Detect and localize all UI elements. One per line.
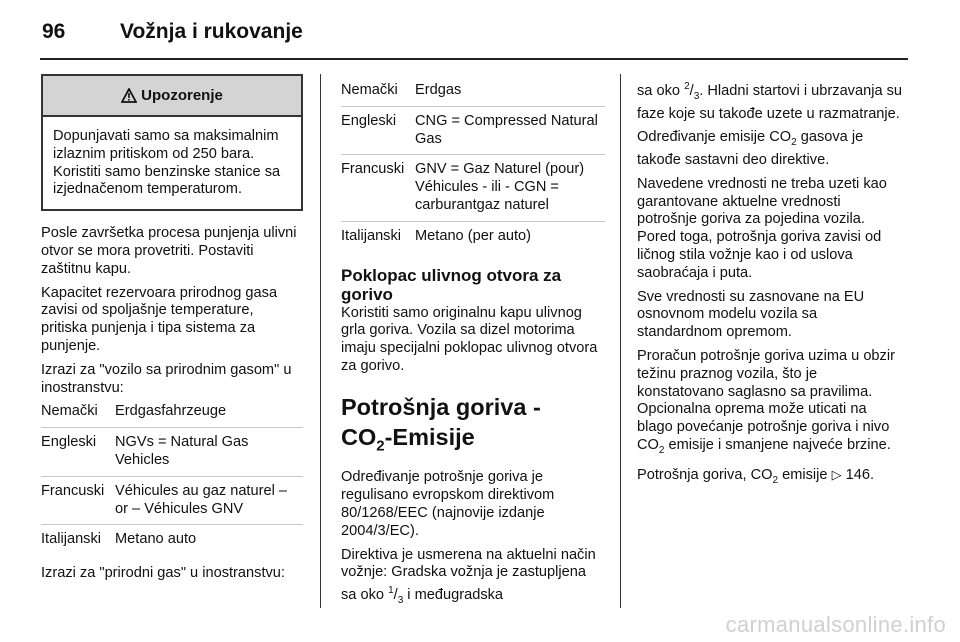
warning-box	[41, 74, 303, 211]
heading-emisije: -Emisije	[384, 423, 475, 450]
column-right	[637, 78, 903, 495]
text: sa oko	[637, 82, 685, 99]
text: Proračun potrošnje goriva uzima u obzir težinu praznog vozila, što je konstatovano saglasno sa pravilima. Opcionalna oprema može uticati na blago povećanje potrošnje goriva i nivo CO	[637, 348, 895, 454]
column-left	[41, 74, 303, 589]
gas-terms-table	[341, 82, 605, 252]
vehicle-terms-table	[41, 403, 303, 555]
text: . Hladni startovi i ubrzavanja su faze koje su takođe uzete u razmatranje.	[637, 82, 903, 122]
paragraph: Navedene vrednosti ne treba uzeti kao garantovane aktuelne vrednosti potrošnje goriva za pojedina vozila. Pored toga, potrošnja goriva zavisi od ličnog stila vožnje kao i od uslova saobraćaja i puta.	[637, 175, 887, 281]
term-cell: Metano auto	[115, 531, 197, 548]
term-cell: Véhicules au gaz naturel – or – Véhicules GNV	[115, 476, 303, 525]
text: emisije i smanjene najveće brzine.	[664, 437, 891, 454]
heading-co: CO	[341, 423, 377, 450]
language-cell: Engleski	[41, 428, 115, 477]
paragraph: Posle završetka procesa punjenja ulivni otvor se mora provetriti. Postaviti zaštitnu kapu.	[41, 225, 297, 277]
language-cell: Italijanski	[341, 227, 402, 244]
warning-triangle-icon	[121, 88, 137, 103]
language-cell: Francuski	[341, 155, 415, 221]
header-rule	[40, 58, 908, 60]
page-reference-link[interactable]: 146.	[845, 466, 875, 483]
page-number: 96	[42, 20, 66, 43]
subscript: 2	[376, 437, 385, 455]
paragraph: Izrazi za "prirodni gas" u inostranstvu:	[41, 565, 285, 582]
fraction-den: 3	[397, 595, 404, 606]
text: Direktiva je usmerena na aktuelni način vožnje: Gradska vožnja je zastupljena sa oko	[341, 546, 596, 604]
text: i međugradska	[403, 587, 504, 604]
language-cell: Engleski	[341, 106, 415, 155]
term-cell: CNG = Compressed Natural Gas	[415, 106, 605, 155]
paragraph: Izrazi za "vozilo sa prirodnim gasom" u inostranstvu:	[41, 361, 292, 396]
paragraph: Sve vrednosti su zasnovane na EU osnovnom modelu vozila sa standardnom opremom.	[637, 288, 865, 341]
language-cell: Francuski	[41, 476, 115, 525]
term-cell: Erdgasfahrzeuge	[115, 403, 303, 427]
subscript: 2	[791, 137, 797, 149]
term-cell: Metano (per auto)	[415, 227, 532, 244]
paragraph: sa oko $^2/_3$. Hladni startovi i ubrzavanja su faze koje su takođe uzete u razmatranje.	[637, 81, 903, 122]
paragraph	[637, 129, 903, 170]
column-divider	[320, 74, 321, 608]
table-row	[341, 155, 605, 221]
language-cell: Nemački	[341, 82, 415, 106]
paragraph: Kapacitet rezervoara prirodnog gasa zavisi od spoljašnje temperature, pritiska punjenja i tipa sistema za punjenje.	[41, 284, 278, 354]
column-middle	[341, 82, 605, 616]
table-row	[41, 403, 303, 427]
heading-line-1: Potrošnja goriva -	[341, 393, 541, 420]
text: emisije	[778, 466, 832, 483]
table-row	[341, 106, 605, 155]
table-row	[341, 82, 605, 106]
text: Određivanje emisije CO	[637, 129, 792, 146]
paragraph	[637, 466, 903, 490]
fraction-den: 3	[693, 90, 700, 102]
table-row	[41, 525, 303, 555]
paragraph	[637, 348, 903, 460]
warning-title: Upozorenje	[141, 86, 223, 104]
language-cell: Italijanski	[41, 531, 102, 548]
paragraph: Određivanje potrošnje goriva je regulisano evropskom direktivom 80/1268/EEC (najnovije izdanje 2004/3/EC).	[341, 469, 555, 539]
section-title: Vožnja i rukovanje	[120, 20, 303, 43]
subheading-fuel-cap: Poklopac ulivnog otvora za gorivo	[341, 265, 562, 304]
page-reference-arrow-icon: ▷	[831, 466, 842, 482]
fraction-num: 1	[388, 585, 394, 597]
paragraph: Direktiva je usmerena na aktuelni način vožnje: Gradska vožnja je zastupljena sa oko $^1/_3$ i međugradska	[341, 546, 596, 606]
text: gasova je takođe sastavni deo direktive.	[637, 129, 864, 169]
fraction-num: 2	[684, 81, 690, 92]
watermark: carmanualsonline.info	[725, 612, 946, 637]
table-row	[41, 476, 303, 525]
table-row	[341, 221, 605, 251]
warning-text: Dopunjavati samo sa maksimalnim izlaznim pritiskom od 250 bara. Koristiti samo benzinske stanice sa izjednačenom temperaturom.	[53, 128, 281, 198]
column-divider	[620, 74, 621, 608]
term-cell: GNV = Gaz Naturel (pour) Véhicules - ili - CGN = carburantgaz naturel	[415, 155, 605, 221]
table-row	[41, 428, 303, 477]
term-cell: NGVs = Natural Gas Vehicles	[115, 428, 303, 477]
term-cell: Erdgas	[415, 82, 605, 106]
subscript: 2	[772, 474, 779, 486]
warning-header	[43, 76, 301, 117]
subscript: 2	[658, 444, 665, 456]
heading-fuel-consumption	[341, 392, 605, 462]
language-cell: Nemački	[41, 403, 115, 427]
text: Potrošnja goriva, CO	[637, 466, 773, 483]
paragraph: Koristiti samo originalnu kapu ulivnog grla goriva. Vozila sa dizel motorima imaju specijalni poklopac ulivnog otvora za gorivo.	[341, 304, 598, 374]
